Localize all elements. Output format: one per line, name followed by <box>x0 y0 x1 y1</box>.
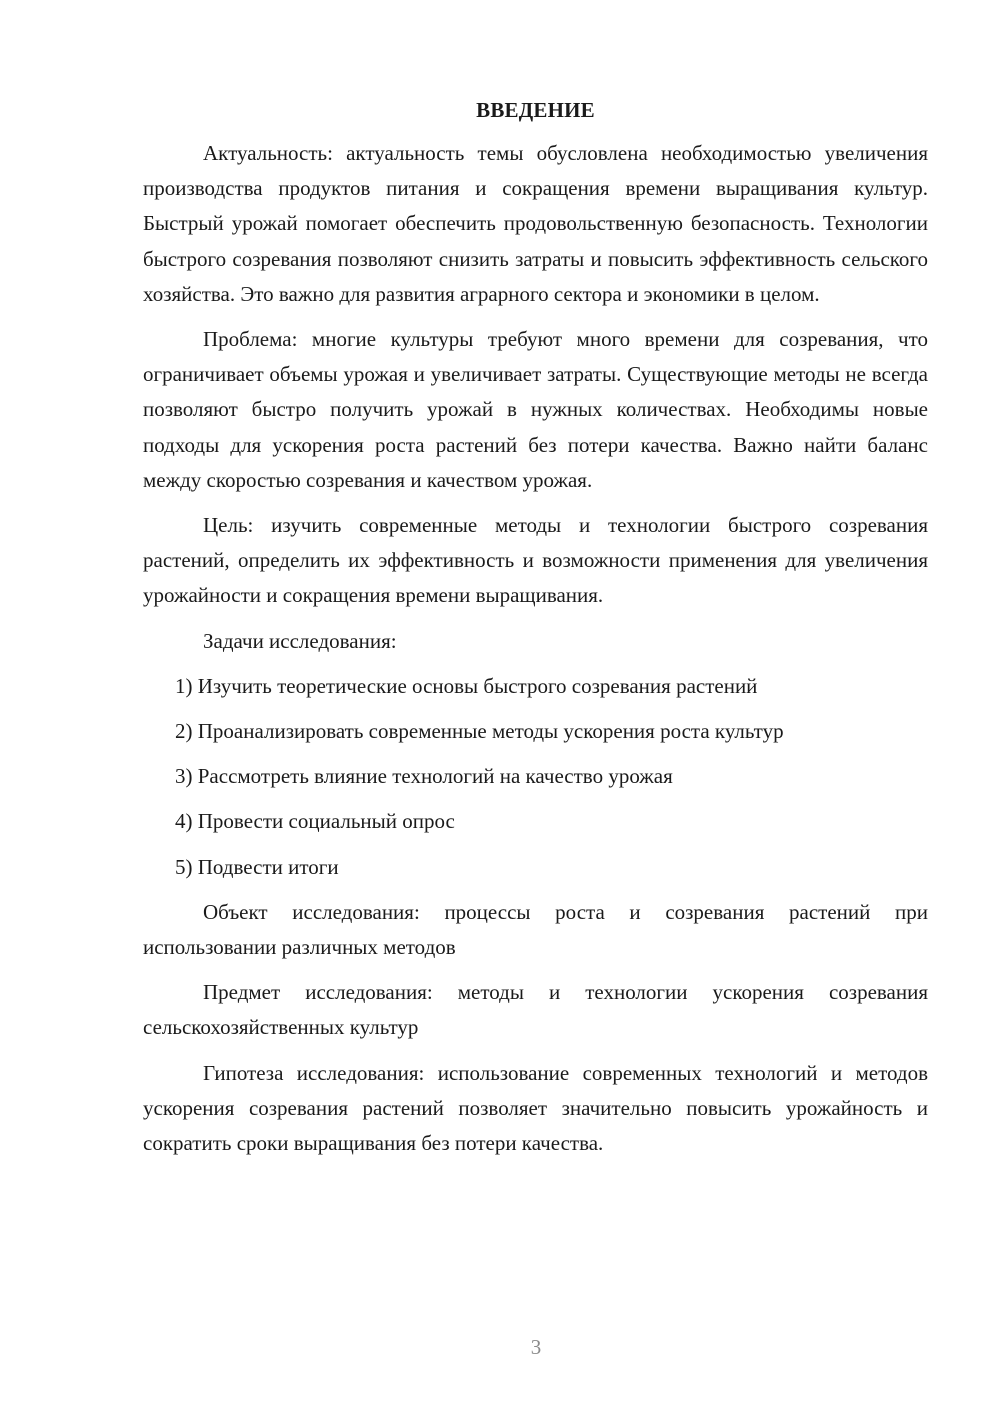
page-number: 3 <box>530 1335 542 1359</box>
page-title: ВВЕДЕНИЕ <box>476 98 595 122</box>
tasks-heading: Задачи исследования: <box>203 628 397 653</box>
task-item-3: 3) Рассмотреть влияние технологий на качество урожая <box>175 764 673 789</box>
task-list <box>143 669 928 885</box>
subject-paragraph: Предмет исследования: методы и технологии ускорения созревания сельскохозяйственных культур <box>143 980 928 1040</box>
page-content <box>143 93 928 1171</box>
hypothesis-paragraph: Гипотеза исследования: использование современных технологий и методов ускорения созревания растений позволяет значительно повысить урожайность и сократить сроки выращивания без потери качества. <box>143 1060 928 1156</box>
task-item-5: 5) Подвести итоги <box>175 854 339 879</box>
task-item-4: 4) Провести социальный опрос <box>175 809 455 834</box>
task-item-1: 1) Изучить теоретические основы быстрого созревания растений <box>175 673 758 698</box>
relevance-paragraph: Актуальность: актуальность темы обусловлена необходимостью увеличения производства продуктов питания и сокращения времени выращивания культур. Быстрый урожай помогает обеспечить продовольственную безопасность. Технологии быстрого созревания позволяют снизить затраты и повысить эффективность сельского хозяйства. Это важно для развития аграрного сектора и экономики в целом. <box>143 141 928 306</box>
task-item-2: 2) Проанализировать современные методы ускорения роста культур <box>175 719 784 744</box>
object-paragraph: Объект исследования: процессы роста и созревания растений при использовании различных методов <box>143 899 928 960</box>
goal-paragraph: Цель: изучить современные методы и технологии быстрого созревания растений, определить их эффективность и возможности применения для увеличения урожайности и сокращения времени выращивания. <box>143 513 928 608</box>
problem-paragraph: Проблема: многие культуры требуют много времени для созревания, что ограничивает объемы урожая и увеличивает затраты. Существующие методы не всегда позволяют быстро получить урожай в нужных количествах. Необходимы новые подходы для ускорения роста растений без потери качества. Важно найти баланс между скоростью созревания и качеством урожая. <box>143 327 928 492</box>
